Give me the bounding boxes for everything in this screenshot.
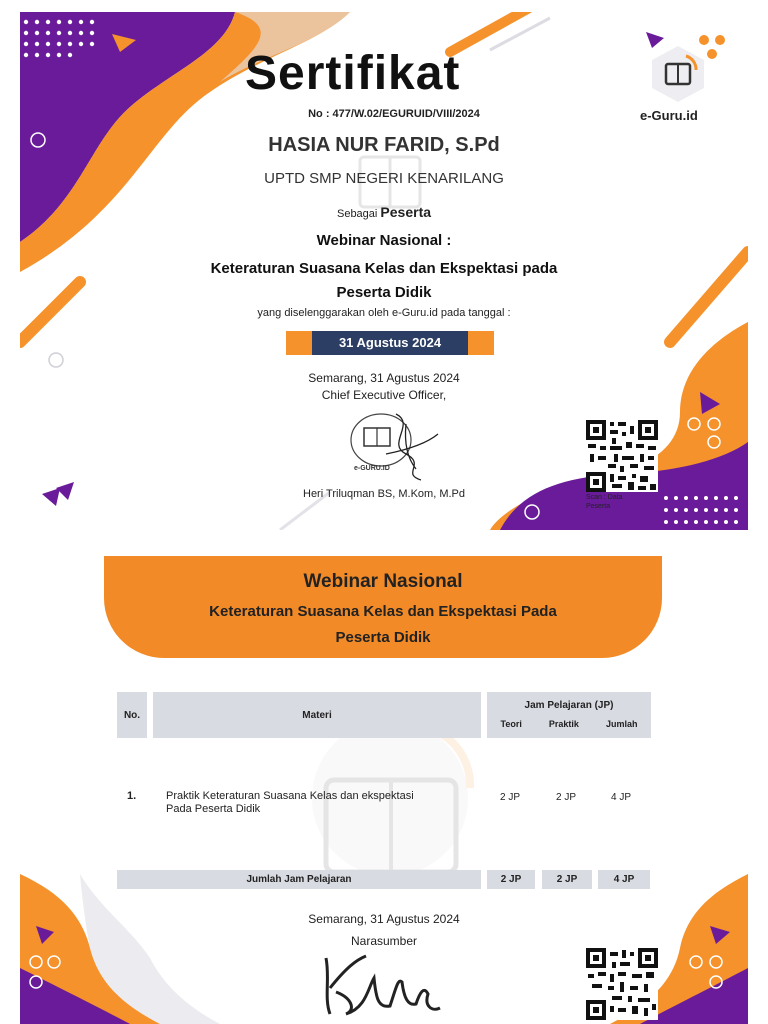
header-jumlah: Jumlah bbox=[605, 719, 638, 729]
signer-title: Chief Executive Officer, bbox=[321, 388, 447, 402]
role-prefix: Sebagai bbox=[336, 208, 378, 220]
organized-text: yang diselenggarakan oleh e-Guru.id pada tanggal : bbox=[257, 307, 511, 319]
event-topic-line1: Keteraturan Suasana Kelas dan Ekspektasi pada bbox=[210, 260, 558, 277]
header-teori: Teori bbox=[500, 719, 522, 729]
detail-role: Narasumber bbox=[350, 934, 418, 948]
certificate-page bbox=[20, 12, 748, 530]
row-no: 1. bbox=[127, 790, 137, 802]
event-topic bbox=[20, 257, 748, 305]
stamp-text: e-GURU.ID bbox=[354, 465, 390, 472]
banner-title: Webinar Nasional bbox=[303, 571, 463, 592]
event-date: 31 Agustus 2024 bbox=[312, 331, 468, 355]
header-no: No. bbox=[117, 692, 147, 738]
row-jumlah: 4 JP bbox=[611, 792, 632, 803]
header-jp: Jam Pelajaran (JP) bbox=[524, 700, 614, 711]
detail-qr-code[interactable] bbox=[586, 948, 658, 1020]
eguru-logo-text: e-Guru.id bbox=[640, 108, 698, 123]
header-jp-group bbox=[487, 692, 651, 738]
qr-code-icon bbox=[586, 420, 658, 492]
event-title: Webinar Nasional : bbox=[316, 232, 452, 249]
certificate-title: Sertifikat bbox=[245, 47, 461, 100]
certificate-number: No : 477/W.02/EGURUID/VIII/2024 bbox=[308, 108, 480, 120]
qr-caption: Scan : Data Peserta bbox=[586, 494, 623, 510]
row-materi-line2: Pada Peserta Didik bbox=[166, 803, 261, 815]
row-teori: 2 JP bbox=[500, 792, 521, 803]
header-praktik: Praktik bbox=[548, 719, 579, 729]
header-materi: Materi bbox=[153, 692, 481, 738]
row-materi-line1: Praktik Keteraturan Suasana Kelas dan ekspektasi bbox=[166, 790, 414, 802]
recipient-name: HASIA NUR FARID, S.Pd bbox=[268, 134, 500, 156]
qr-code[interactable] bbox=[586, 420, 658, 492]
event-date-bar bbox=[286, 331, 494, 355]
total-label: Jumlah Jam Pelajaran bbox=[117, 870, 481, 889]
total-jumlah: 4 JP bbox=[598, 870, 650, 889]
row-praktik: 2 JP bbox=[556, 792, 577, 803]
banner-topic-line2: Peserta Didik bbox=[335, 629, 431, 646]
detail-qr-code-icon bbox=[586, 948, 658, 1020]
total-teori: 2 JP bbox=[487, 870, 535, 889]
row-materi bbox=[166, 790, 414, 816]
signer-name: Heri Triluqman BS, M.Kom, M.Pd bbox=[303, 488, 465, 500]
speaker-signature bbox=[316, 948, 446, 1020]
ceo-signature-stamp bbox=[346, 404, 446, 484]
detail-page bbox=[20, 548, 748, 1024]
participation-role bbox=[20, 204, 748, 220]
banner-topic-line1: Keteraturan Suasana Kelas dan Ekspektasi Pada bbox=[209, 603, 557, 620]
banner-topic bbox=[104, 599, 662, 651]
book-logo-icon bbox=[646, 42, 710, 106]
recipient-institution: UPTD SMP NEGERI KENARILANG bbox=[264, 170, 504, 187]
role-value: Peserta bbox=[380, 204, 432, 220]
place-date: Semarang, 31 Agustus 2024 bbox=[308, 371, 460, 385]
event-topic-line2: Peserta Didik bbox=[336, 284, 432, 301]
detail-place-date: Semarang, 31 Agustus 2024 bbox=[308, 912, 460, 926]
total-praktik: 2 JP bbox=[542, 870, 592, 889]
detail-banner bbox=[104, 556, 662, 658]
eguru-logo bbox=[646, 42, 710, 106]
